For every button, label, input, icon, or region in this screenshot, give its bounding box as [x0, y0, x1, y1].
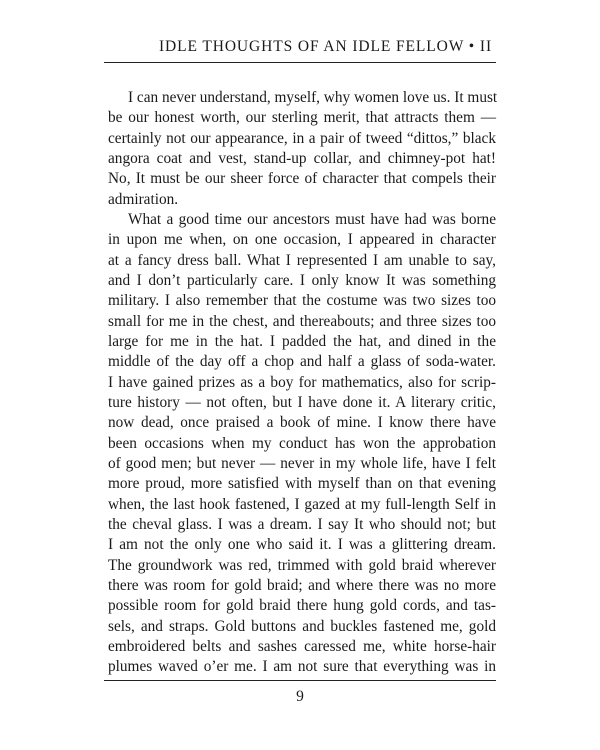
text-line: I can never understand, myself, why women love us. It must [128, 89, 498, 106]
text-line: in upon me when, on one occasion, I appeared in character [108, 231, 496, 249]
text-line: angora coat and vest, stand-up collar, and chimney-pot hat! [108, 149, 496, 167]
text-line: I am not the only one who said it. I was a glittering dream. [108, 536, 496, 554]
text-line: possible room for gold braid there hung gold cords, and tas- [108, 597, 496, 615]
text-line: small for me in the chest, and thereabouts; and three sizes too [108, 312, 496, 330]
text-line: now dead, once praised a book of mine. I know there have [108, 414, 496, 432]
text-line: middle of the day off a chop and half a glass of soda-water. [108, 353, 496, 371]
text-line: military. I also remember that the costume was two sizes too [108, 292, 496, 310]
footer-rule [104, 680, 496, 681]
page-number: 9 [296, 688, 304, 705]
text-line: certainly not our appearance, in a pair of tweed “dittos,” black [108, 129, 496, 147]
text-line: embroidered belts and sashes caressed me, white horse-hair [108, 637, 496, 655]
text-line: more proud, more satisfied with myself than on that evening [108, 475, 496, 493]
running-head: IDLE THOUGHTS OF AN IDLE FELLOW • II [158, 38, 492, 55]
text-line: of good men; but never — never in my whole life, have I felt [108, 454, 496, 472]
text-line: the cheval glass. I was a dream. I say It who should not; but [108, 515, 496, 533]
text-line: be our honest worth, our sterling merit, that attracts them — [108, 109, 496, 127]
text-line: been occasions when my conduct has won the approbation [108, 434, 496, 452]
text-line: I have gained prizes as a boy for mathematics, also for scrip- [108, 373, 496, 391]
text-line: plumes waved o’er me. I am not sure that everything was in [108, 658, 496, 676]
text-line: The groundwork was red, trimmed with gold braid wherever [108, 556, 496, 574]
text-line: ture history — not often, but I have done it. A literary critic, [108, 393, 496, 411]
text-line: there was room for gold braid; and where there was no more [108, 576, 496, 594]
text-line: admiration. [108, 190, 179, 208]
text-line: when, the last hook fastened, I gazed at my full-length Self in [108, 495, 496, 513]
text-line: at a fancy dress ball. What I represented I am unable to say, [108, 251, 496, 269]
text-line: large for me in the hat. I padded the hat, and dined in the [108, 332, 496, 350]
body-text [108, 88, 496, 678]
text-line: No, It must be our sheer force of character that compels their [108, 170, 496, 188]
text-line: What a good time our ancestors must have had was borne [128, 210, 496, 228]
text-line: sels, and straps. Gold buttons and buckles fastened me, gold [108, 617, 496, 635]
header-rule [104, 62, 496, 63]
text-line: and I don’t particularly care. I only know It was something [108, 271, 496, 289]
